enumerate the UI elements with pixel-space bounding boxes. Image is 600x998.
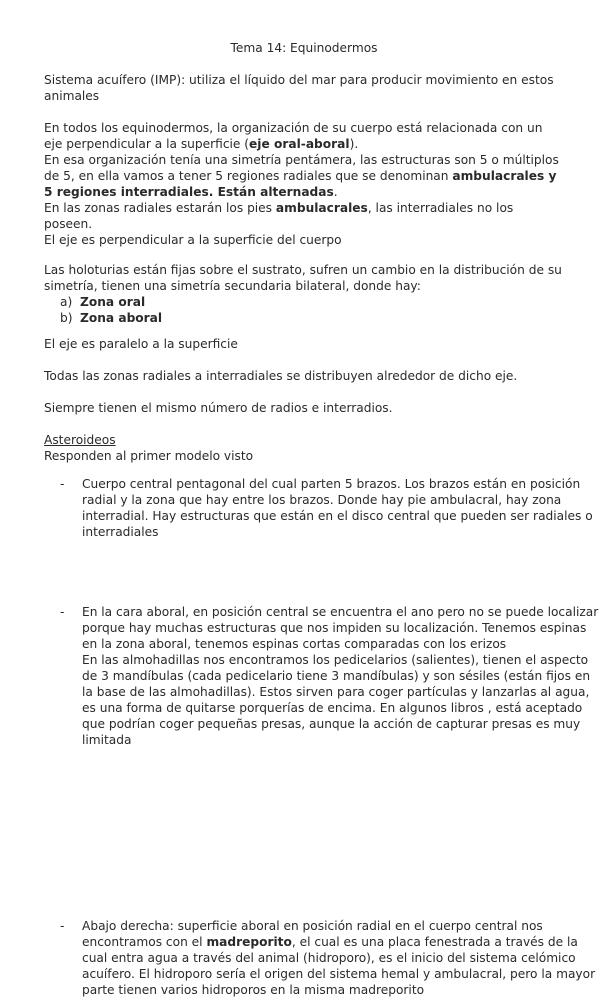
holothurian-section (44, 262, 564, 326)
list-item: - Cuerpo central pentagonal del cual parten 5 brazos. Los brazos están en posición radial y la zona que hay entre los brazos. Donde hay pie ambulacral, hay zona interradial. Hay estructuras que están en el disco central que pueden ser radiales o interradiales (60, 477, 593, 539)
holothurian-text: Las holoturias están fijas sobre el sustrato, sufren un cambio en la distribución de su simetría, tienen una simetría secundaria bilateral, donde hay: (44, 263, 562, 293)
document-page (44, 0, 599, 997)
asteroids-section (44, 432, 564, 464)
section-heading: Asteroideos (44, 433, 116, 447)
list-item: a) Zona oral (60, 295, 146, 309)
ambulacral-term: ambulacrales (275, 201, 368, 215)
axis-term: eje oral-aboral (249, 137, 350, 151)
intro-paragraph: Sistema acuífero (IMP): utiliza el líquido del mar para producir movimiento en estos animales (44, 73, 554, 103)
parallel-axis-text: El eje es paralelo a la superficie (44, 337, 238, 351)
organization-p3: En las zonas radiales estarán los pies ambulacrales, las interradiales no los poseen. (44, 201, 514, 231)
organization-p2: En esa organización tenía una simetría pentámera, las estructuras son 5 o múltiplos de 5, en ella vamos a tener 5 regiones radiales que se denominan ambulacrales y 5 regiones interradiales. Están alternadas. (44, 153, 559, 199)
radii-text: Siempre tienen el mismo número de radios e interradios. (44, 401, 393, 415)
madreporite-term: madreporito (206, 935, 292, 949)
regions-term: ambulacrales y 5 regiones interradiales. Están alternadas (44, 169, 557, 199)
radial-zones-text: Todas las zonas radiales a interradiales se distribuyen alrededor de dicho eje. (44, 369, 518, 383)
list-item: b) Zona aboral (60, 311, 163, 325)
list-item: - En la cara aboral, en posición central se encuentra el ano pero no se puede localizar porque hay muchas estructuras que nos impiden su localización. Tenemos espinas en la zona aboral, tenemos espinas cortas comparadas con los erizos En las almohadillas nos encontramos los pedicelarios (salientes), tienen el aspecto de 3 mandíbulas (cada pedicelario tiene 3 mandíbulas) y son sésiles (están fijos en la base de las almohadillas). Estos sirven para coger partículas y lanzarlas al agua, es una forma de quitarse porquerías de encima. En algunos libros , está aceptado que podrían coger pequeñas presas, aunque la acción de capturar presas es muy limitada (60, 605, 599, 747)
organization-section (44, 120, 564, 248)
organization-p4: El eje es perpendicular a la superficie del cuerpo (44, 233, 342, 247)
organization-p1: En todos los equinodermos, la organización de su cuerpo está relacionada con un eje perpendicular a la superficie (eje oral-aboral). (44, 121, 543, 151)
list-item: - Abajo derecha: superficie aboral en posición radial en el cuerpo central nos encontramos con el madreporito, el cual es una placa fenestrada a través de la cual entra agua a través del animal (hidroporo), es el inicio del sistema celómico acuífero. El hidroporo sería el origen del sistema hemal y ambulacral, pero la mayor parte tienen varios hidroporos en la misma madreporito (60, 919, 596, 997)
section-subtitle: Responden al primer modelo visto (44, 449, 254, 463)
document-title: Tema 14: Equinodermos (230, 41, 378, 55)
